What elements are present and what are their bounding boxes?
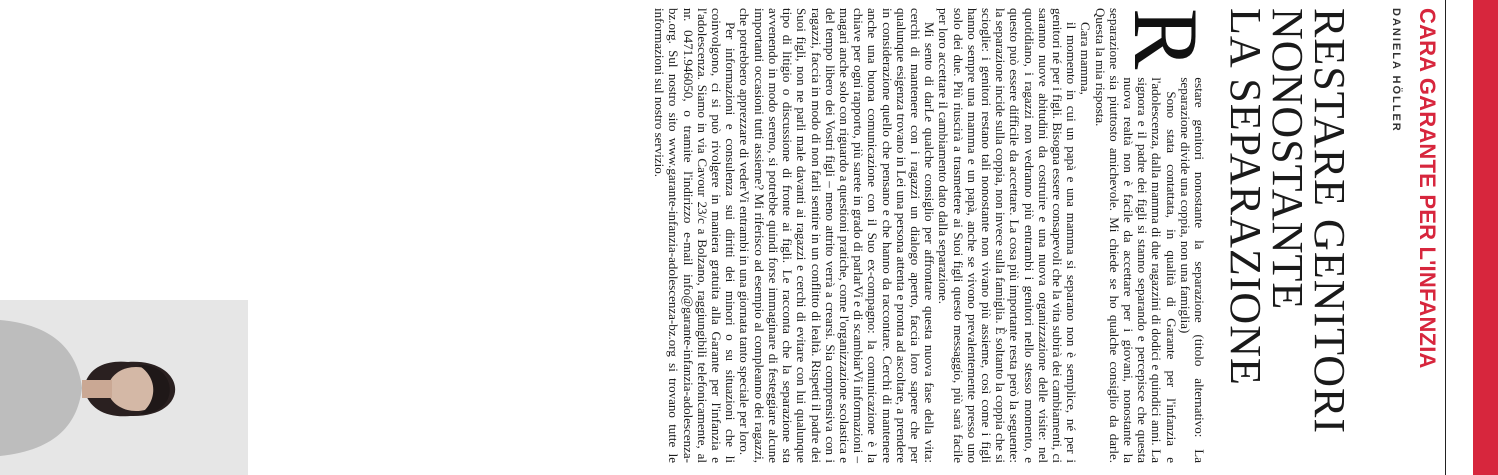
paragraph-contact-info: Per informazioni e consulenza sui diritti dei minori o su situazioni che li coinvolgono, ci si può rivolgere in maniera gratuita alla Garante per l'infanzia e l'adolescenza. Siamo in via Cavour 23/c a Bolzano, raggiungibili telefonicamente, al nr. 0471.946050, o tramite l'indirizzo e-mail info@garante-infanzia-adolescenza-bz.org. Sul nostro sito www.garante-infanzia-adolescenza-bz.org si trovano tutte le informazioni sul nostro servizio. bbox=[652, 8, 739, 463]
headline-line-2: NONOSTANTE bbox=[1263, 8, 1312, 311]
headline-line-3: LA SEPARAZIONE bbox=[1221, 8, 1270, 386]
portrait-illustration bbox=[0, 300, 248, 475]
paragraph-salutation: Cara mamma, bbox=[1078, 22, 1094, 95]
section-color-bar bbox=[1473, 0, 1498, 475]
drop-cap: R bbox=[1115, 8, 1217, 70]
intro-text: estare genitori nonostante la separazione (titolo alternativo: La separazione divide una coppia, non una famiglia) bbox=[1177, 77, 1207, 463]
article-headline bbox=[1221, 8, 1354, 468]
header-rule bbox=[1445, 0, 1446, 475]
section-kicker: CARA GARANTE PER L'INFANZIA bbox=[1415, 8, 1440, 369]
paragraph-1: Sono stata contattata, in qualità di Garante per l'infanzia e l'adolescenza, dalla mamma di due ragazzini di dodici e quindici anni. La signora e il padre dei figli si stanno separando e percepisce che questa nuova realtà non è facile da accettare per i giovani, nonostante la separazione sia piuttosto amichevole. Mi chiede se ho qualche consiglio da darle. Questa la mia risposta. bbox=[1092, 8, 1179, 463]
author-byline: DANIELA HÖLLER bbox=[1390, 8, 1402, 133]
headline-line-1: RESTARE GENITORI bbox=[1305, 8, 1354, 434]
author-portrait-photo bbox=[0, 300, 248, 475]
paragraph-3: il momento in cui un papà e una mamma si separano non è semplice, né per i genitori né per i figli. Bisogna essere consapevoli che la vita subirà dei cambiamenti, ci saranno nuove abitudini da costruire e una nuova organizzazione delle visite: nel quotidiano, i ragazzi non vedranno più entrambi i genitori nello stesso momento, e questo può essere difficile da accettare. La cosa più importante resta però la seguente: la separazione incide sulla coppia, non invece sulla famiglia. È soltanto la coppia che si scioglie: i genitori restano tali nonostante non vivano più assieme, così come i figli hanno sempre una mamma e un papà, anche se vivono prevalentemente presso uno solo dei due. Più riuscirà a trasmettere ai Suoi figli questo messaggio, più sarà facile per loro accettare il cambiamento dato dalla separazione. bbox=[936, 8, 1080, 463]
paragraph-4: Mi sento di darLe qualche consiglio per affrontare questa nuova fase della vita: cerchi di mantenere con i ragazzi un dialogo aperto, faccia loro sapere che per qualunque esigenza trovano in Lei una persona attenta e pronta ad ascoltare, a prendere in considerazione quello che pensano e che hanno da raccontare. Cerchi di mantenere anche una buona comunicazione con il Suo ex-compagno: la comunicazione è la chiave per ogni rapporto, più sarete in grado di parlarVi e di scambiarVi informazioni – magari anche solo con riguardo a questioni pratiche, come l'organizzazione scolastica e del tempo libero dei Vostri figli – meno attrito verrà a crearsi. Sia comprensiva con i ragazzi, faccia in modo di non farli sentire in un conflitto di lealtà. Rispetti il padre dei Suoi figli, non ne parli male davanti ai ragazzi e cerchi di evitare con lui qualunque tipo di litigio o discussione di fronte ai figli. Le racconta che la separazione sta avvenendo in modo sereno, si potrebbe quindi forse immaginare di festeggiare alcune importanti occasioni tutti assieme? Mi riferisco ad esempio al compleanno dei ragazzi, che potrebbero apprezzare di vederVi entrambi in una giornata tanto speciale per loro. bbox=[737, 8, 938, 463]
